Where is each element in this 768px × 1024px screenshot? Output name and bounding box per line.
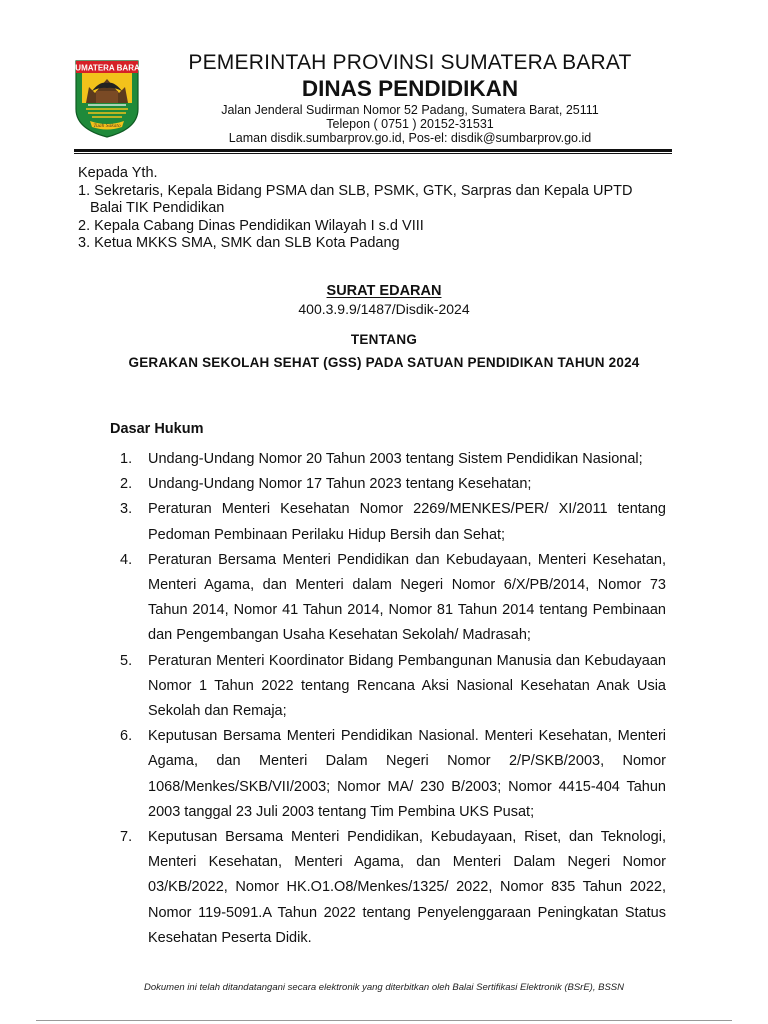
item-number: 6. xyxy=(120,728,133,745)
item-text: Peraturan Menteri Koordinator Bidang Pembangunan Manusia dan Kebudayaan Nomor 1 Tahun 2022 tentang Rencana Aksi Nasional Kesehatan Anak Usia Sekolah dan Remaja; xyxy=(148,652,666,720)
legal-basis-item xyxy=(120,649,666,725)
legal-basis-item xyxy=(120,825,666,951)
addressee-block xyxy=(78,165,633,253)
office-phone: Telepon ( 0751 ) 20152-31531 xyxy=(326,117,494,131)
item-number: 5. xyxy=(120,652,133,669)
office-address: Jalan Jenderal Sudirman Nomor 52 Padang, Sumatera Barat, 25111 xyxy=(221,103,599,117)
legal-basis-list xyxy=(120,447,666,951)
about-label: TENTANG xyxy=(350,332,418,347)
legal-basis-item xyxy=(120,497,666,547)
legal-basis-heading: Dasar Hukum xyxy=(110,421,204,437)
item-text: Keputusan Bersama Menteri Pendidikan Nasional. Menteri Kesehatan, Menteri Agama, dan Menteri Dalam Negeri Nomor 2/P/SKB/2003, Nomor 1068/Menkes/SKB/VII/2003; Nomor MA/ 230 B/2003; Nomor 4415-404 Tahun 2003 tanggal 23 Juli 2003 tentang Tim Pembina UKS Pusat; xyxy=(148,728,666,820)
e-signature-note: Dokumen ini telah ditandatangani secara elektronik yang diterbitkan oleh Balai Sertifikasi Elektronik (BSrE), BSSN xyxy=(144,982,624,993)
emblem-motto-text: Tuah Sakato xyxy=(93,123,121,129)
office-name: DINAS PENDIDIKAN xyxy=(301,76,519,101)
circular-title-text: SURAT EDARAN xyxy=(326,283,442,299)
item-number: 3. xyxy=(120,501,133,518)
legal-basis-item xyxy=(120,447,666,472)
circular-number: 400.3.9.9/1487/Disdik-2024 xyxy=(298,301,470,317)
item-text: Undang-Undang Nomor 20 Tahun 2003 tentang Sistem Pendidikan Nasional; xyxy=(148,451,643,467)
letterhead-divider-thick xyxy=(74,149,672,152)
emblem-banner-text: SUMATERA BARAT xyxy=(69,63,145,73)
addressee-intro: Kepada Yth. xyxy=(78,165,158,181)
circular-subject: GERAKAN SEKOLAH SEHAT (GSS) PADA SATUAN PENDIDIKAN TAHUN 2024 xyxy=(128,355,640,370)
addressee-line: 3. Ketua MKKS SMA, SMK dan SLB Kota Padang xyxy=(78,235,400,251)
item-number: 2. xyxy=(120,476,133,493)
item-text: Peraturan Menteri Kesehatan Nomor 2269/MENKES/PER/ XI/2011 tentang Pedoman Pembinaan Perilaku Hidup Bersih dan Sehat; xyxy=(148,501,666,543)
legal-basis-item xyxy=(120,472,666,497)
item-text: Peraturan Bersama Menteri Pendidikan dan Kebudayaan, Menteri Kesehatan, Menteri Agama, dan Menteri dalam Negeri Nomor 6/X/PB/2014, Nomor 73 Tahun 2014, Nomor 41 Tahun 2014, Nomor 81 Tahun 2014 tentang Pembinaan dan Pengembangan Usaha Kesehatan Sekolah/ Madrasah; xyxy=(148,551,666,644)
province-emblem-logo xyxy=(69,57,145,139)
item-text: Undang-Undang Nomor 17 Tahun 2023 tentang Kesehatan; xyxy=(148,476,532,493)
item-text: Keputusan Bersama Menteri Pendidikan, Kebudayaan, Riset, dan Teknologi, Menteri Kesehatan, Menteri Agama, dan Menteri Dalam Negeri Nomor 03/KB/2022, Nomor HK.O1.O8/Menkes/1325/ 2022, Nomor 835 Tahun 2022, Nomor 119-5091.A Tahun 2022 tentang Penyelenggaraan Peningkatan Status Kesehatan Peserta Didik. xyxy=(148,829,666,946)
office-web-email: Laman disdik.sumbarprov.go.id, Pos-el: disdik@sumbarprov.go.id xyxy=(228,131,592,145)
item-number: 1. xyxy=(120,451,133,467)
addressee-line: 1. Sekretaris, Kepala Bidang PSMA dan SLB, PSMK, GTK, Sarpras dan Kepala UPTD xyxy=(78,182,633,199)
page-bottom-divider xyxy=(36,1020,732,1021)
addressee-line: 2. Kepala Cabang Dinas Pendidikan Wilayah I s.d VIII xyxy=(78,217,424,234)
legal-basis-item xyxy=(120,724,666,825)
office-contact xyxy=(150,103,670,145)
circular-title xyxy=(0,283,768,299)
letterhead-divider-thin xyxy=(74,153,672,154)
government-name: PEMERINTAH PROVINSI SUMATERA BARAT xyxy=(188,51,632,74)
legal-basis-item xyxy=(120,548,666,649)
addressee-line: Balai TIK Pendidikan xyxy=(90,200,225,216)
item-number: 4. xyxy=(120,551,133,568)
item-number: 7. xyxy=(120,829,133,846)
